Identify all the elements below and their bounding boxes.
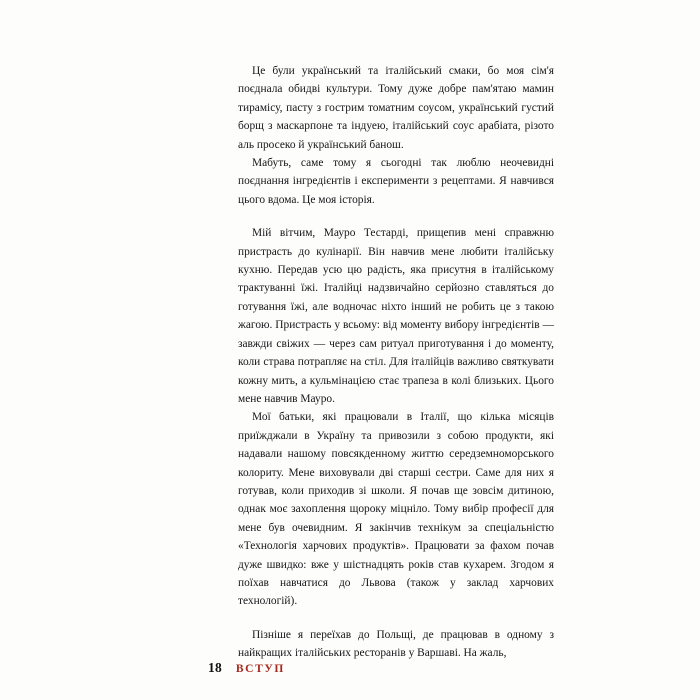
page-number: 18 <box>208 660 222 675</box>
paragraph: Мої батьки, які працювали в Італії, що кілька місяців приїжджали в Україну та привозили з собою продукти, які надавали нашому повсякденному життю середземноморського колориту. Мене виховували дві старші сестри. Саме для них я готував, коли приходив зі школи. Я почав ще зовсім дитиною, однак моє захоплення щороку міцніло. Тому вибір професії для мене був очевидним. Я закінчив технікум за спеціальністю «Технологія харчових продуктів». Працювати за фахом почав дуже швидко: вже у шістнадцять років став кухарем. Згодом я поїхав навчатися до Львова (також у заклад харчових технологій). <box>238 411 554 608</box>
body-text-column <box>238 62 554 663</box>
page-footer <box>208 660 285 676</box>
paragraph: Пізніше я переїхав до Польщі, де працював в одному з найкращих італійських ресторанів у Варшаві. На жаль, <box>238 628 554 660</box>
paragraph: Мабуть, саме тому я сьогодні так люблю неочевидні поєднання інгредієнтів і експерименти з рецептами. Я навчився цього вдома. Це моя історія. <box>238 157 554 206</box>
running-head-label: ВСТУП <box>235 663 285 675</box>
paragraph: Мій вітчим, Мауро Тестарді, прищепив мені справжню пристрасть до кулінарії. Він навчив мене любити італійську кухню. Передав усю цю радість, яка присутня в італійському трактуванні їжі. Італійці надзвичайно серйозно ставляться до готування їжі, але водночас ніхто інший не робить це з такою жагою. Пристрасть у всьому: від моменту вибору інгредієнтів — завжди свіжих — через сам ритуал приготування і до моменту, коли страва потрапляє на стіл. Для італійців важливо святкувати кожну мить, а кульмінацією стає трапеза в колі близьких. Цього мене навчив Мауро. <box>238 227 554 405</box>
paragraph: Це були український та італійський смаки, бо моя сім'я поєднала обидві культури. Тому дуже добре пам'ятаю мамин тирамісу, пасту з гострим томатним соусом, український густий борщ з маскарпоне та індуею, італійський соус арабіата, різото аль просеко й український банош. <box>238 65 554 151</box>
